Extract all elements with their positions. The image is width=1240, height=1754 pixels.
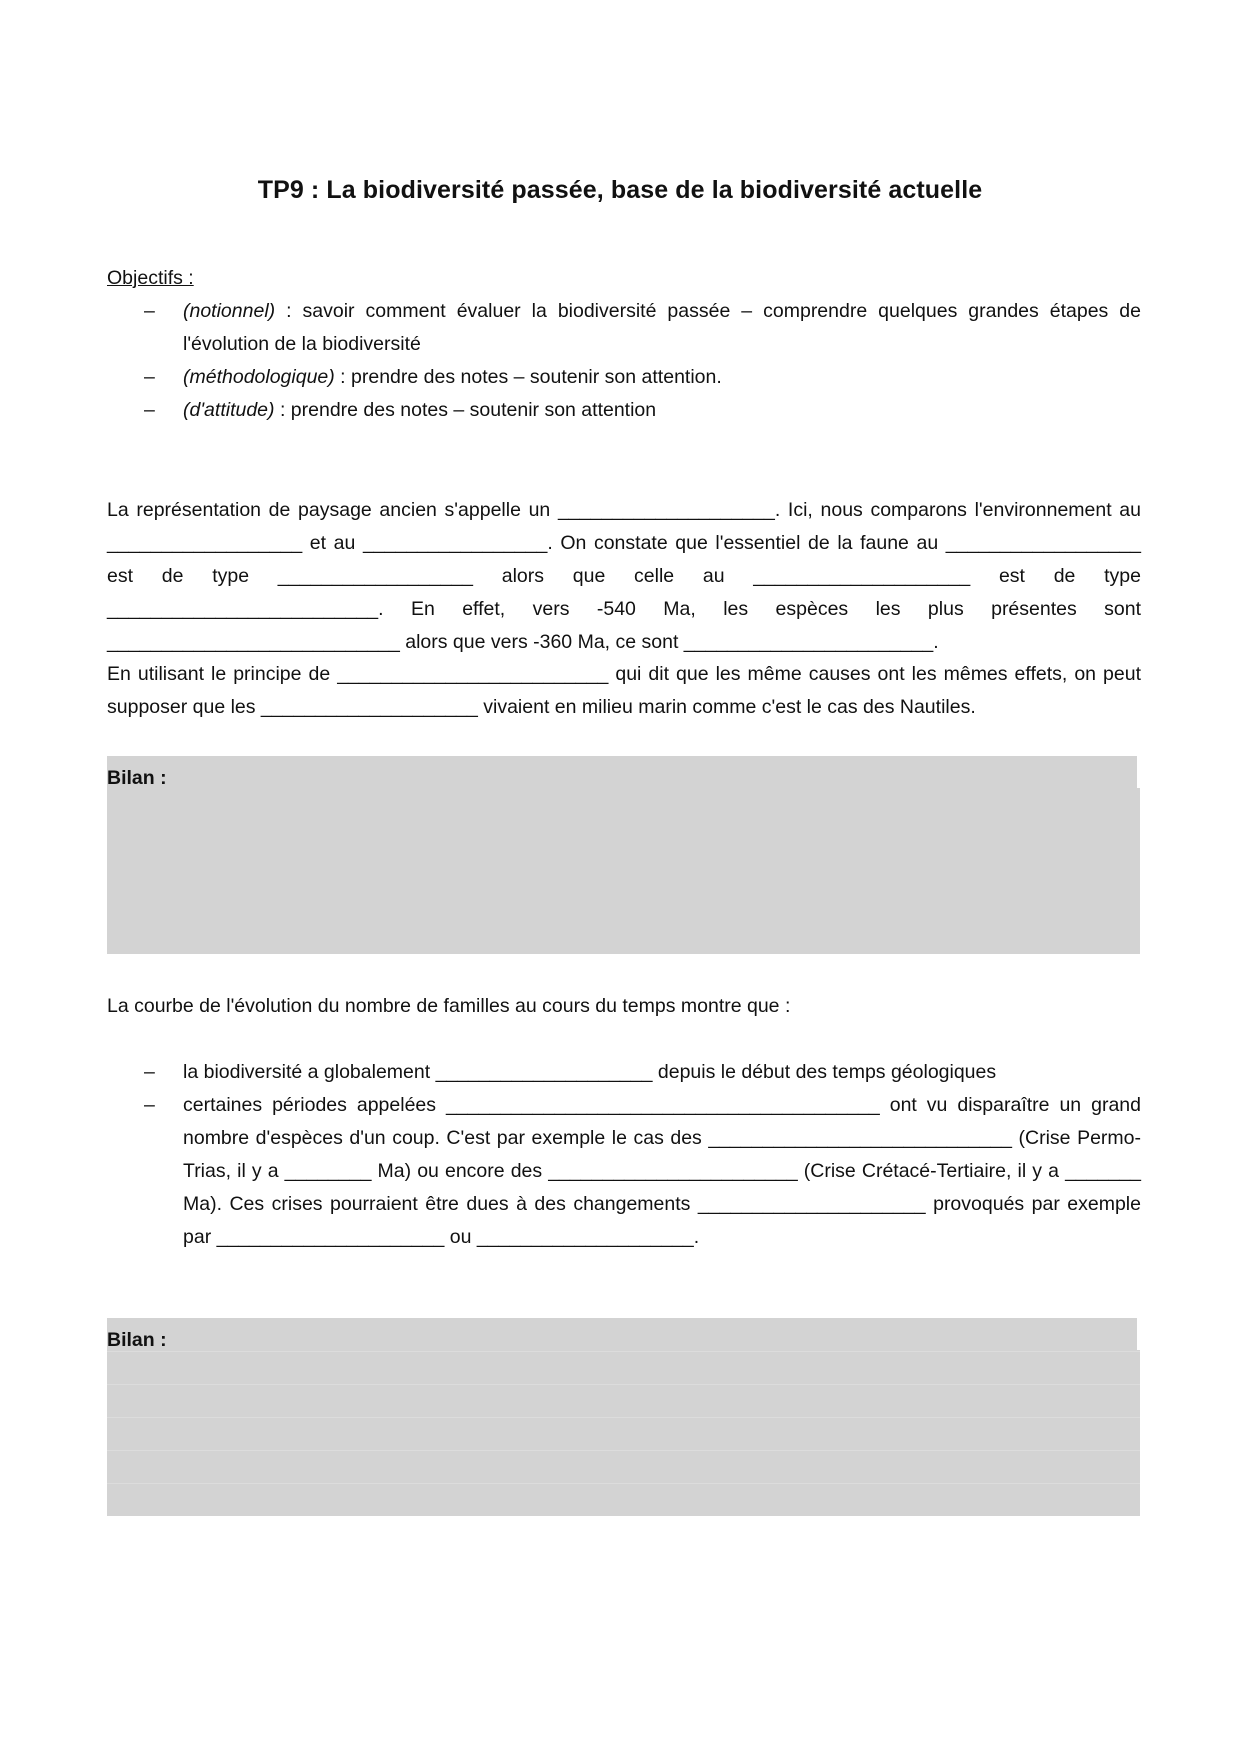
bilan-rule <box>107 1384 1140 1385</box>
courbe-item-text: la biodiversité a globalement ____________________ depuis le début des temps géologiques <box>183 1061 997 1083</box>
bilan-rule <box>107 1483 1140 1484</box>
dash-bullet: – <box>144 300 155 322</box>
objective-tag: (notionnel) <box>183 300 276 322</box>
objective-item <box>107 295 1141 361</box>
bilan-rule <box>107 1351 1140 1352</box>
dash-bullet: – <box>144 1094 155 1116</box>
bilan-notch <box>1137 1318 1140 1350</box>
objective-text: : prendre des notes – soutenir son attention <box>274 399 657 421</box>
objectives-heading: Objectifs : <box>107 267 194 289</box>
dash-bullet: – <box>144 1061 155 1083</box>
objective-text: : prendre des notes – soutenir son attention. <box>334 366 722 388</box>
dash-bullet: – <box>144 366 155 388</box>
objective-item <box>107 361 1141 394</box>
objective-tag: (méthodologique) <box>183 366 335 388</box>
objectives-list <box>107 295 1141 427</box>
courbe-item <box>107 1089 1141 1254</box>
bilan-label: Bilan : <box>107 1329 167 1351</box>
dash-bullet: – <box>144 399 155 421</box>
fill-in-paragraph-actualism: En utilisant le principe de _________________________ qui dit que les même causes ont les mêmes effets, on peut supposer que les ____________________ vivaient en milieu marin comme c'est le cas des Nautiles. <box>107 663 1141 718</box>
objective-item <box>107 394 1141 427</box>
bilan-label: Bilan : <box>107 767 167 789</box>
objectives-section <box>107 262 1141 427</box>
objective-tag: (d'attitude) <box>183 399 275 421</box>
fill-in-paragraph-landscape: La représentation de paysage ancien s'appelle un ____________________. Ici, nous comparons l'environnement au __________________ et au _________________. On constate que l'essentiel de la faune au __________________ est de type __________________ alors que celle au ____________________ est de type _________________________. En effet, vers -540 Ma, les espèces les plus présentes sont ___________________________ alors que vers -360 Ma, ce sont _______________________. <box>107 499 1141 653</box>
bilan-box <box>107 1318 1140 1516</box>
document-title: TP9 : La biodiversité passée, base de la biodiversité actuelle <box>257 176 983 204</box>
courbe-intro: La courbe de l'évolution du nombre de familles au cours du temps montre que : <box>107 995 791 1017</box>
courbe-list <box>107 1056 1141 1254</box>
bilan-box <box>107 756 1140 954</box>
bilan-notch <box>1137 756 1140 788</box>
courbe-item <box>107 1056 1141 1089</box>
courbe-item-text: certaines périodes appelées ________________________________________ ont vu disparaître un grand nombre d'espèces d'un coup. C'est par exemple le cas des ____________________________ (Crise Permo-Trias, il y a ________ Ma) ou encore des _______________________ (Crise Crétacé-Tertiaire, il y a _______ Ma). Ces crises pourraient être dues à des changements _____________________ provoqués par exemple par _____________________ ou ____________________. <box>183 1094 1141 1248</box>
bilan-rule <box>107 1417 1140 1418</box>
bilan-rule <box>107 1450 1140 1451</box>
objective-text: : savoir comment évaluer la biodiversité passée – comprendre quelques grandes étapes de l'évolution de la biodiversité <box>183 300 1141 355</box>
